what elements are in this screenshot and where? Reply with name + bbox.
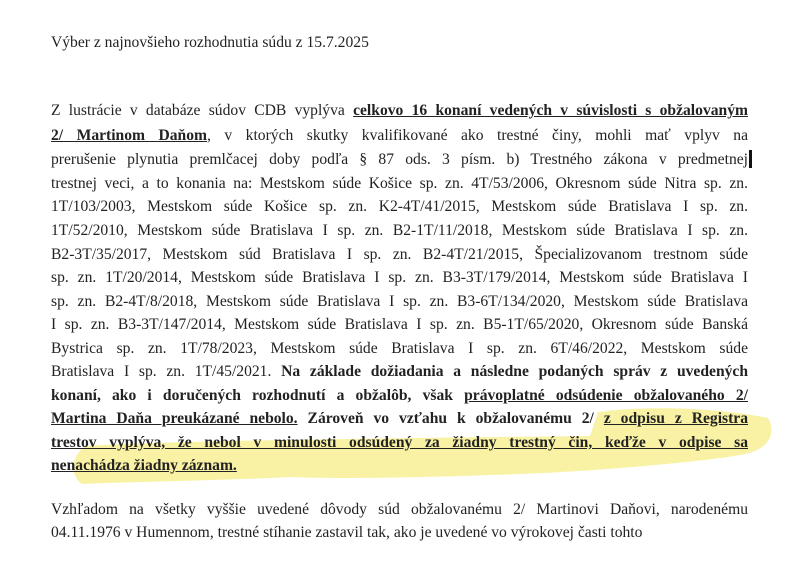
paragraph-1-line-2: 2/ Martinom Daňom, v ktorých skutky kvalifikované ako trestné činy, mohli mať vplyv na (51, 127, 748, 144)
paragraph-1-line-12: Bratislava I sp. zn. 1T/45/2021. Na základe dožiadania a následne podaných správ z uvedených (51, 363, 749, 380)
paragraph-2-line-1: Vzhľadom na všetky vyššie uvedené dôvody súd obžalovanému 2/ Martinovi Daňovi, narodenému (51, 501, 748, 518)
document-heading: Výber z najnovšieho rozhodnutia súdu z 15.7.2025 (51, 34, 369, 51)
paragraph-2-line-2: 04.11.1976 v Humennom, trestné stíhanie zastavil tak, ako je uvedené vo výrokovej časti tohto (51, 524, 643, 541)
paragraph-1-line-14: Martina Daňa preukázané nebolo. Zároveň vo vzťahu k obžalovanému 2/ z odpisu z Registra (51, 410, 749, 427)
paragraph-1-line-15: trestov vyplýva, že nebol v minulosti odsúdený za žiadny trestný čin, keďže v odpise sa (51, 434, 748, 451)
paragraph-1-line-8: sp. zn. 1T/20/2014, Mestskom súde Bratislava I sp. zn. B3-3T/179/2014, Mestskom súde Bratislava I (51, 269, 748, 286)
paragraph-1-line-10: I sp. zn. B3-3T/147/2014, Mestskom súde Bratislava I sp. zn. B5-1T/65/2020, Okresnom súde Banská (51, 316, 748, 333)
paragraph-1-line-9: sp. zn. B2-4T/8/2018, Mestskom súde Bratislava I sp. zn. B3-6T/134/2020, Mestskom súde Bratislava (51, 293, 748, 310)
paragraph-1-line-11: Bystrica sp. zn. 1T/78/2023, Mestskom súde Bratislava I sp. zn. 6T/46/2022, Mestskom súde (51, 340, 748, 357)
paragraph-1-line-1: Z lustrácie v databáze súdov CDB vyplýva celkovo 16 konaní vedených v súvislosti s obžalovaným (51, 102, 748, 119)
paragraph-1-line-7: B2-3T/35/2017, Mestskom súd Bratislava I sp. zn. B2-4T/21/2015, Špecializovanom trestnom súde (51, 246, 748, 263)
paragraph-1-line-6: 1T/52/2010, Mestskom súde Bratislava I sp. zn. B2-1T/11/2018, Mestskom súde Bratislava I sp. zn. (51, 222, 748, 239)
paragraph-1-line-5: 1T/103/2003, Mestskom súde Košice sp. zn. K2-4T/41/2015, Mestskom súde Bratislava I sp. zn. (51, 198, 748, 215)
paragraph-1-line-13: konaní, ako i doručených rozhodnutí a obžalôb, však právoplatné odsúdenie obžalovaného 2/ (51, 387, 748, 404)
paragraph-1-line-3: prerušenie plynutia premlčacej doby podľa § 87 ods. 3 písm. b) Trestného zákona v predmetnej (51, 151, 748, 168)
text-cursor (749, 150, 752, 168)
paragraph-1-line-16: nenachádza žiadny záznam. (51, 457, 237, 474)
paragraph-1-line-4: trestnej veci, a to konania na: Mestskom súde Košice sp. zn. 4T/53/2006, Okresnom súde Nitra sp. zn. (51, 175, 748, 192)
